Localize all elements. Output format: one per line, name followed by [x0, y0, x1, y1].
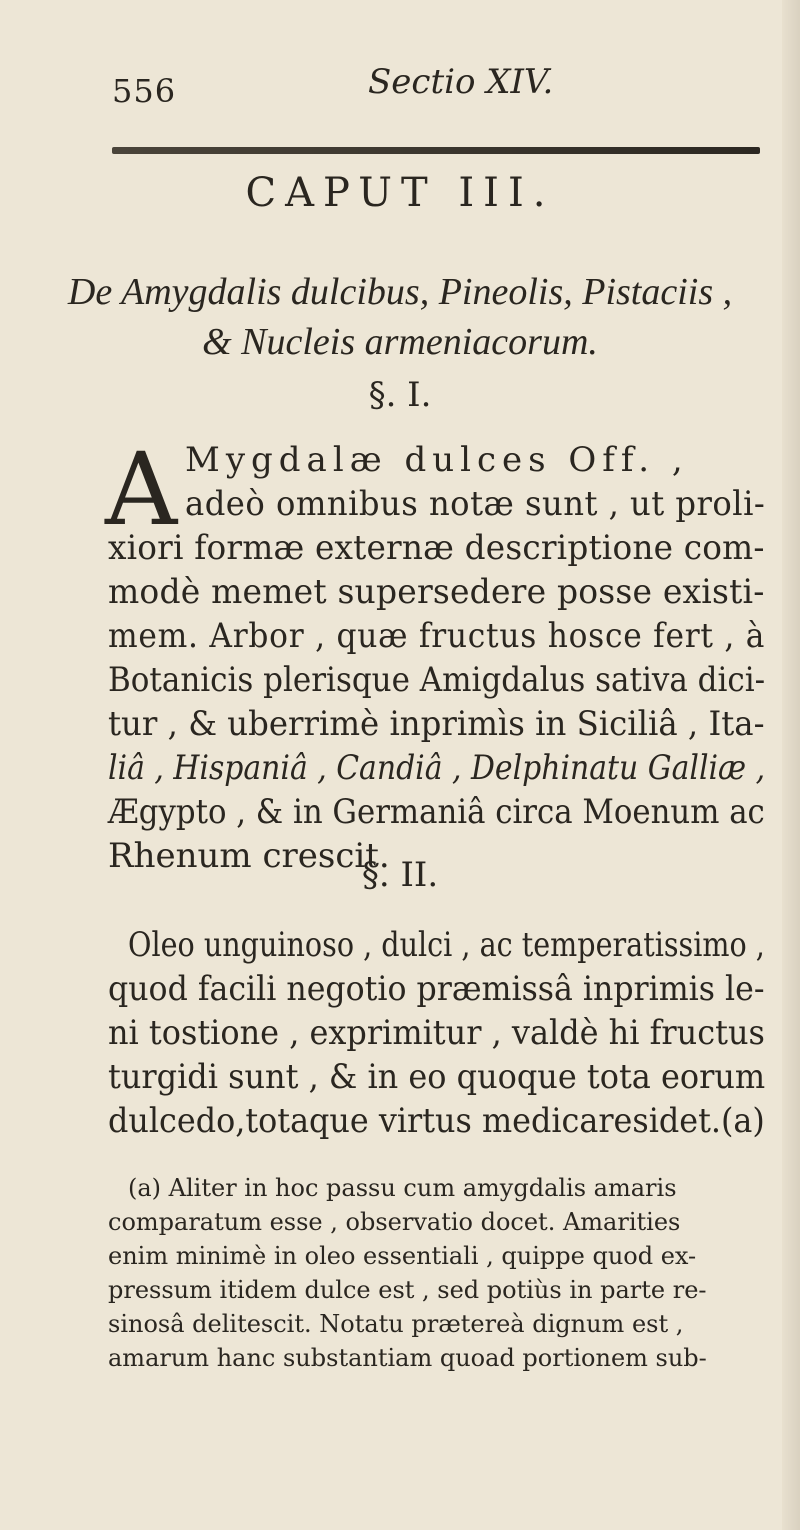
- footnote-line: amarum hanc substantiam quoad portionem sub-: [108, 1344, 707, 1372]
- drop-cap: A: [105, 431, 178, 548]
- footnote-line: (a) Aliter in hoc passu cum amygdalis amaris: [128, 1174, 677, 1202]
- text-line: mem. Arbor , quæ fructus hosce fert , à: [108, 616, 766, 656]
- footnote-line: enim minimè in oleo essentiali , quippe quod ex-: [108, 1242, 697, 1270]
- paragraph-heading-1: §. I.: [368, 375, 432, 415]
- text-line: ni tostione , exprimitur , valdè hi fructus: [108, 1013, 765, 1053]
- chapter-title: CAPUT III.: [245, 170, 555, 216]
- text-line: tur , & uberrimè inprimìs in Siciliâ , Ita-: [108, 704, 765, 744]
- footnote-line: pressum itidem dulce est , sed potiùs in parte re-: [108, 1276, 707, 1304]
- text-line: xiori formæ externæ descriptione com-: [108, 528, 765, 568]
- text-line: quod facili negotio præmissâ inprimis le-: [108, 969, 765, 1009]
- footnote-line: comparatum esse , observatio docet. Amarities: [108, 1208, 681, 1236]
- chapter-subtitle-line-2: & Nucleis armeniacorum.: [202, 321, 598, 363]
- page-edge: [782, 0, 800, 1530]
- text-line: adeò omnibus notæ sunt , ut proli-: [185, 484, 766, 524]
- chapter-subtitle-line-1: De Amygdalis dulcibus, Pineolis, Pistaciis ,: [67, 271, 733, 313]
- footnote-line: sinosâ delitescit. Notatu prætereà dignum est ,: [108, 1310, 684, 1338]
- running-header: Sectio XIV.: [368, 62, 554, 102]
- page-number: 556: [112, 72, 177, 110]
- text-line: Ægypto , & in Germaniâ circa Moenum ac: [108, 792, 765, 832]
- header-rule: [112, 147, 760, 154]
- text-line: Mygdalæ dulces Off. ,: [185, 440, 689, 480]
- text-line: turgidi sunt , & in eo quoque tota eorum: [108, 1057, 766, 1097]
- text-line: Botanicis plerisque Amigdalus sativa dici-: [108, 660, 766, 700]
- text-line: dulcedo,totaque virtus medicaresidet.(a): [108, 1101, 765, 1141]
- text-line: Rhenum crescit.: [108, 836, 390, 876]
- text-line: liâ , Hispaniâ , Candiâ , Delphinatu Galliæ ,: [108, 748, 766, 788]
- paragraph-heading-2: §. II.: [361, 855, 439, 895]
- text-line: Oleo unguinoso , dulci , ac temperatissimo ,: [128, 925, 765, 965]
- text-line: modè memet supersedere posse existi-: [108, 572, 765, 612]
